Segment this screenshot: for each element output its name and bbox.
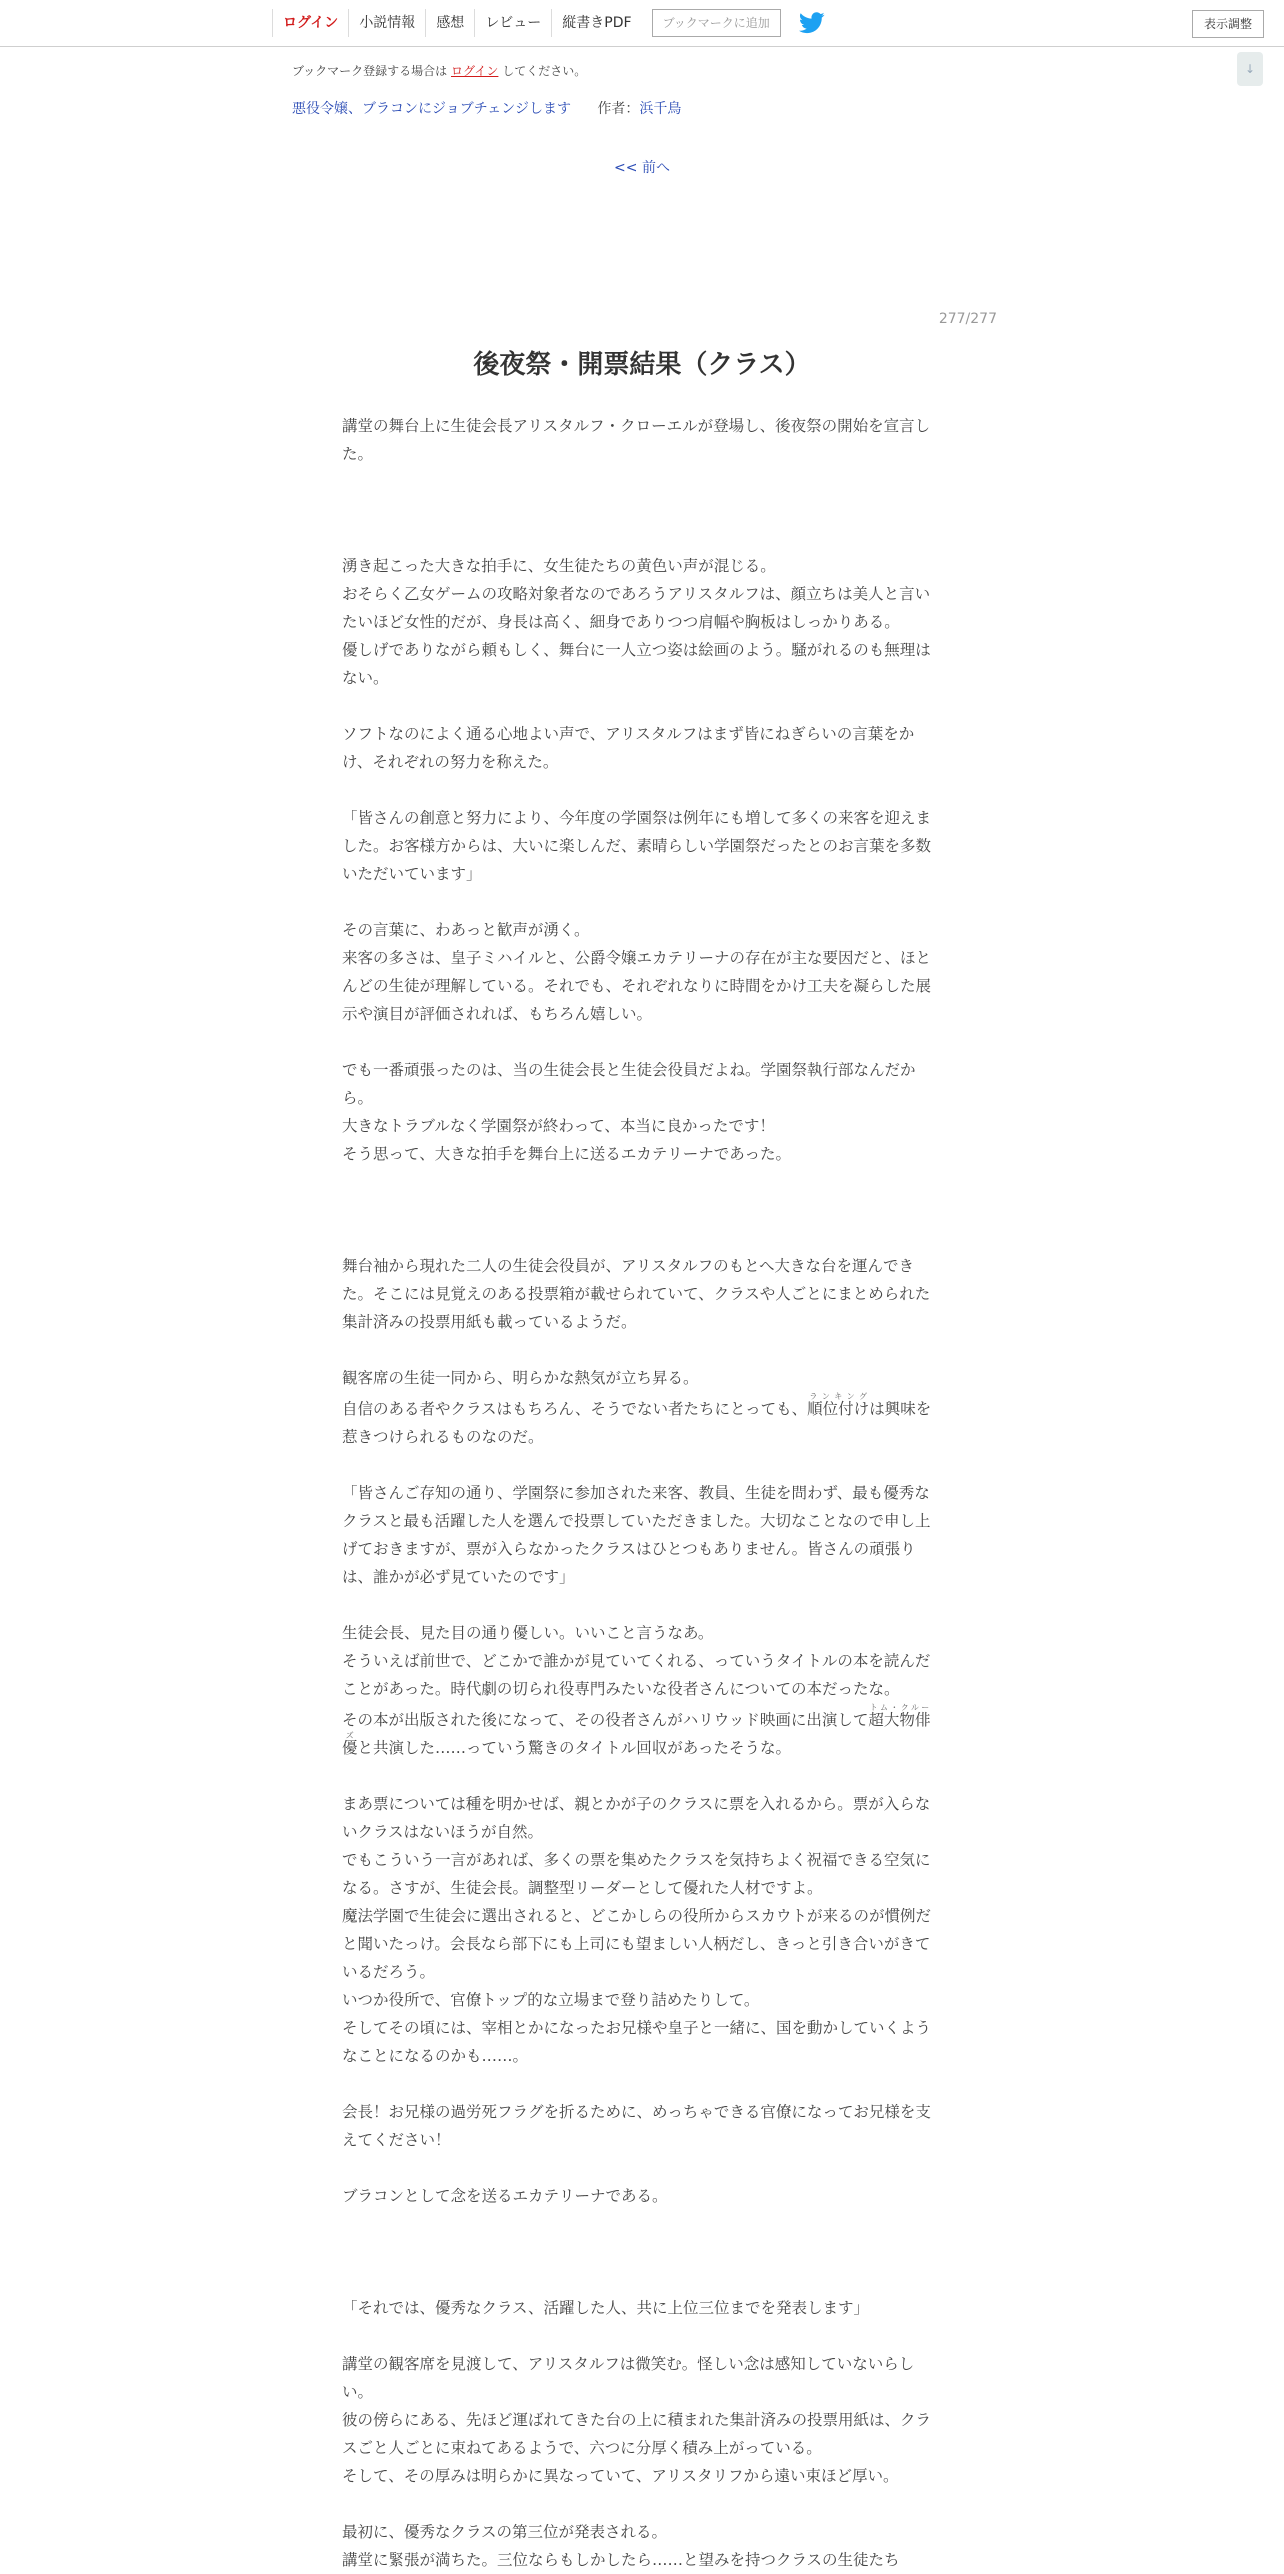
paragraph: そう思って、大きな拍手を舞台上に送るエカテリーナであった。 [342, 1145, 792, 1163]
paragraph-segment: その本が出版された後になって、その役者さんがハリウッド映画に出演して [342, 1711, 869, 1729]
paragraph: でもこういう一言があれば、多くの票を集めたクラスを気持ちよく祝福できる空気になる。さすが、生徒会長。調整型リーダーとして優れた人材ですよ。 [342, 1851, 931, 1897]
novel-title-link[interactable]: 悪役令嬢、ブラコンにジョブチェンジします [292, 101, 571, 117]
paragraph [342, 496, 942, 524]
paragraph: そういえば前世で、どこかで誰かが見ていてくれる、っていうタイトルの本を読んだことがあった。時代劇の切られ役専門みたいな役者さんについての本だったな。 [342, 1652, 931, 1698]
paragraph: 講堂の観客席を見渡して、アリスタルフは微笑む。怪しい念は感知していないらしい。 [342, 2355, 915, 2401]
paragraph [342, 1591, 942, 1619]
paragraph [342, 2210, 942, 2238]
chapter-title: 後夜祭・開票結果（クラス） [473, 350, 811, 380]
paragraph [342, 2154, 942, 2182]
paragraph-segment: 自信のある者やクラスはもちろん、そうでない者たちにとっても、 [342, 1400, 808, 1418]
paragraph: 「皆さんの創意と努力により、今年度の学園祭は例年にも増して多くの来客を迎えました。お客様方からは、大いに楽しんだ、素晴らしい学園祭だったとのお言葉を多数いただいています」 [342, 809, 932, 883]
paragraph: 「皆さんご存知の通り、学園祭に参加された来客、教員、生徒を問わず、最も優秀なクラスと最も活躍した人を選んで投票していただきました。大切なことなので申し上げておきますが、票が入らなかったクラスはひとつもありません。皆さんの頑張りは、誰かが必ず見ていたのです」 [342, 1484, 931, 1586]
paragraph: そしてその頃には、宰相とかになったお兄様や皇子と一緒に、国を動かしていくようなことになるのかも……。 [342, 2019, 932, 2065]
nav-menu [272, 9, 825, 37]
nav-login-link[interactable]: ログイン [272, 9, 348, 37]
paragraph [342, 468, 942, 496]
ruby-base: 順位付け [807, 1400, 870, 1418]
display-settings-button[interactable]: 表示調整 [1192, 10, 1264, 38]
paragraph: 大きなトラブルなく学園祭が終わって、本当に良かったです！ [342, 1117, 775, 1135]
paragraph: 観客席の生徒一同から、明らかな熱気が立ち昇る。 [342, 1369, 699, 1387]
paragraph [342, 1703, 942, 1762]
paragraph: 優しげでありながら頼もしく、舞台に一人立つ姿は絵画のよう。騒がれるのも無理はない。 [342, 641, 931, 687]
paragraph [342, 692, 942, 720]
paragraph [342, 2266, 942, 2294]
author-name-link[interactable]: 浜千鳥 [639, 101, 682, 117]
novel-body-text [342, 412, 942, 2574]
author-label: 作者： [597, 101, 640, 117]
ruby-base: 超大物俳優 [342, 1711, 931, 1757]
novel-header [292, 98, 681, 118]
paragraph [342, 1451, 942, 1479]
bookmark-add-button[interactable]: ブックマークに追加 [652, 9, 781, 37]
nav-impressions-link[interactable]: 感想 [425, 9, 474, 37]
ruby-annotation [807, 1392, 870, 1418]
nav-review-link[interactable]: レビュー [474, 9, 551, 37]
paragraph: 生徒会長、見た目の通り優しい。いいこと言うなあ。 [342, 1624, 714, 1642]
paragraph: その言葉に、わあっと歓声が湧く。 [342, 921, 590, 939]
paragraph: そして、その厚みは明らかに異なっていて、アリスタリフから遠い束ほど厚い。 [342, 2467, 899, 2485]
bookmark-note-after: してください。 [502, 64, 587, 78]
prev-page-nav [0, 157, 1284, 177]
paragraph-segment: は興味を惹きつけられるものなのだ。 [342, 1400, 932, 1446]
paragraph: 舞台袖から現れた二人の生徒会役員が、アリスタルフのもとへ大きな台を運んできた。そこには見覚えのある投票箱が載せられていて、クラスや人ごとにまとめられた集計済みの投票用紙も載っているようだ。 [342, 1257, 931, 1331]
top-navigation-bar [0, 0, 1284, 47]
nav-novel-info-link[interactable]: 小説情報 [348, 9, 425, 37]
paragraph: ソフトなのによく通る心地よい声で、アリスタルフはまず皆にねぎらいの言葉をかけ、それぞれの努力を称えた。 [342, 725, 915, 771]
bookmark-login-note [292, 62, 586, 79]
paragraph: 湧き起こった大きな拍手に、女生徒たちの黄色い声が混じる。 [342, 557, 776, 575]
nav-vertical-pdf-link[interactable]: 縦書きPDF [551, 9, 641, 37]
paragraph: 魔法学園で生徒会に選出されると、どこかしらの役所からスカウトが来るのが慣例だと聞いたっけ。会長なら部下にも上司にも望ましい人柄だし、きっと引き合いがきているだろう。 [342, 1907, 932, 1981]
paragraph: ブラコンとして念を送るエカテリーナである。 [342, 2187, 668, 2205]
bookmark-note-login-link[interactable]: ログイン [451, 64, 499, 78]
paragraph [342, 1028, 942, 1056]
paragraph: 最初に、優秀なクラスの第三位が発表される。 [342, 2523, 668, 2541]
paragraph [342, 1336, 942, 1364]
ruby-reading: ランキング [807, 1392, 870, 1401]
paragraph: 講堂に緊張が満ちた。三位ならもしかしたら……と望みを持つクラスの生徒たち [342, 2551, 900, 2569]
paragraph: まあ票については種を明かせば、親とかが子のクラスに票を入れるから。票が入らないクラスはないほうが自然。 [342, 1795, 931, 1841]
ruby-reading: トム・クルーズ [342, 1703, 931, 1740]
paragraph [342, 2070, 942, 2098]
paragraph [342, 2238, 942, 2266]
paragraph [342, 888, 942, 916]
paragraph [342, 1168, 942, 1196]
paragraph-segment: と共演した……っていう驚きのタイトル回収があったそうな。 [357, 1739, 792, 1757]
paragraph [342, 1196, 942, 1224]
scroll-down-arrow-icon[interactable]: ↓ [1237, 52, 1263, 86]
prev-page-link[interactable]: << 前へ [614, 160, 670, 176]
paragraph: 会長！お兄様の過労死フラグを折るために、めっちゃできる官僚になってお兄様を支えてください！ [342, 2103, 931, 2149]
paragraph: 講堂の舞台上に生徒会長アリスタルフ・クローエルが登場し、後夜祭の開始を宣言した。 [342, 417, 931, 463]
paragraph: 「それでは、優秀なクラス、活躍した人、共に上位三位までを発表します」 [342, 2299, 870, 2317]
paragraph: 来客の多さは、皇子ミハイルと、公爵令嬢エカテリーナの存在が主な要因だと、ほとんどの生徒が理解している。それでも、それぞれなりに時間をかけ工夫を凝らした展示や演目が評価されれば、もちろん嬉しい。 [342, 949, 932, 1023]
paragraph [342, 524, 942, 552]
paragraph [342, 2322, 942, 2350]
paragraph [342, 1392, 942, 1451]
paragraph [342, 1762, 942, 1790]
paragraph: いつか役所で、官僚トップ的な立場まで登り詰めたりして。 [342, 1991, 760, 2009]
paragraph [342, 2490, 942, 2518]
paragraph [342, 1224, 942, 1252]
twitter-bird-icon[interactable] [799, 12, 825, 34]
paragraph: おそらく乙女ゲームの攻略対象者なのであろうアリスタルフは、顔立ちは美人と言いたいほど女性的だが、身長は高く、細身でありつつ肩幅や胸板はしっかりある。 [342, 585, 931, 631]
paragraph: でも一番頑張ったのは、当の生徒会長と生徒会役員だよね。学園祭執行部なんだから。 [342, 1061, 916, 1107]
page-number: 277/277 [938, 311, 997, 327]
paragraph [342, 776, 942, 804]
paragraph: 彼の傍らにある、先ほど運ばれてきた台の上に積まれた集計済みの投票用紙は、クラスごと人ごとに束ねてあるようで、六つに分厚く積み上がっている。 [342, 2411, 932, 2457]
bookmark-note-before: ブックマーク登録する場合は [292, 64, 448, 78]
